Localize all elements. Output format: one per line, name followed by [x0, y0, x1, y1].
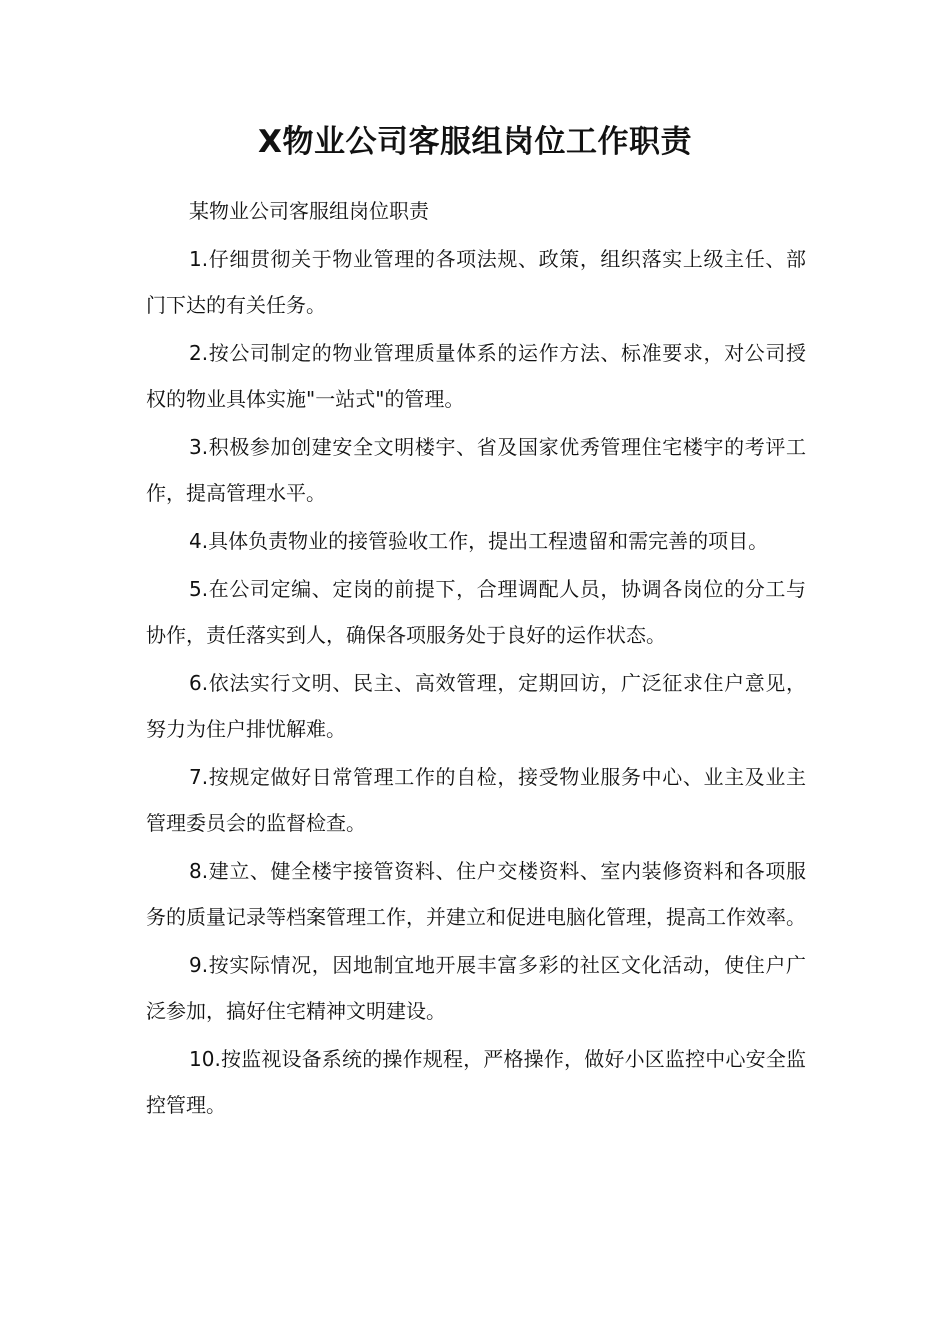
duty-paragraph-7: 7.按规定做好日常管理工作的自检，接受物业服务中心、业主及业主管理委员会的监督检查。 [146, 765, 806, 835]
duty-paragraph-9: 9.按实际情况，因地制宜地开展丰富多彩的社区文化活动，使住户广泛参加，搞好住宅精神文明建设。 [146, 953, 806, 1023]
duty-paragraph-8: 8.建立、健全楼宇接管资料、住户交楼资料、室内装修资料和各项服务的质量记录等档案管理工作，并建立和促进电脑化管理，提高工作效率。 [146, 859, 806, 929]
document-subtitle: 某物业公司客服组岗位职责 [189, 199, 429, 223]
document-title: X物业公司客服组岗位工作职责 [258, 124, 692, 160]
document-body [146, 188, 806, 1130]
duty-paragraph-3: 3.积极参加创建安全文明楼宇、省及国家优秀管理住宅楼宇的考评工作，提高管理水平。 [146, 435, 806, 505]
duty-paragraph-6: 6.依法实行文明、民主、高效管理，定期回访，广泛征求住户意见，努力为住户排忧解难。 [146, 671, 806, 741]
duty-paragraph-10: 10.按监视设备系统的操作规程，严格操作，做好小区监控中心安全监控管理。 [146, 1047, 806, 1117]
duty-paragraph-4: 4.具体负责物业的接管验收工作，提出工程遗留和需完善的项目。 [189, 529, 769, 553]
duty-paragraph-2: 2.按公司制定的物业管理质量体系的运作方法、标准要求，对公司授权的物业具体实施"一站式"的管理。 [146, 341, 806, 411]
duty-paragraph-1: 1.仔细贯彻关于物业管理的各项法规、政策，组织落实上级主任、部门下达的有关任务。 [146, 247, 806, 317]
duty-paragraph-5: 5.在公司定编、定岗的前提下，合理调配人员，协调各岗位的分工与协作，责任落实到人，确保各项服务处于良好的运作状态。 [146, 577, 806, 647]
